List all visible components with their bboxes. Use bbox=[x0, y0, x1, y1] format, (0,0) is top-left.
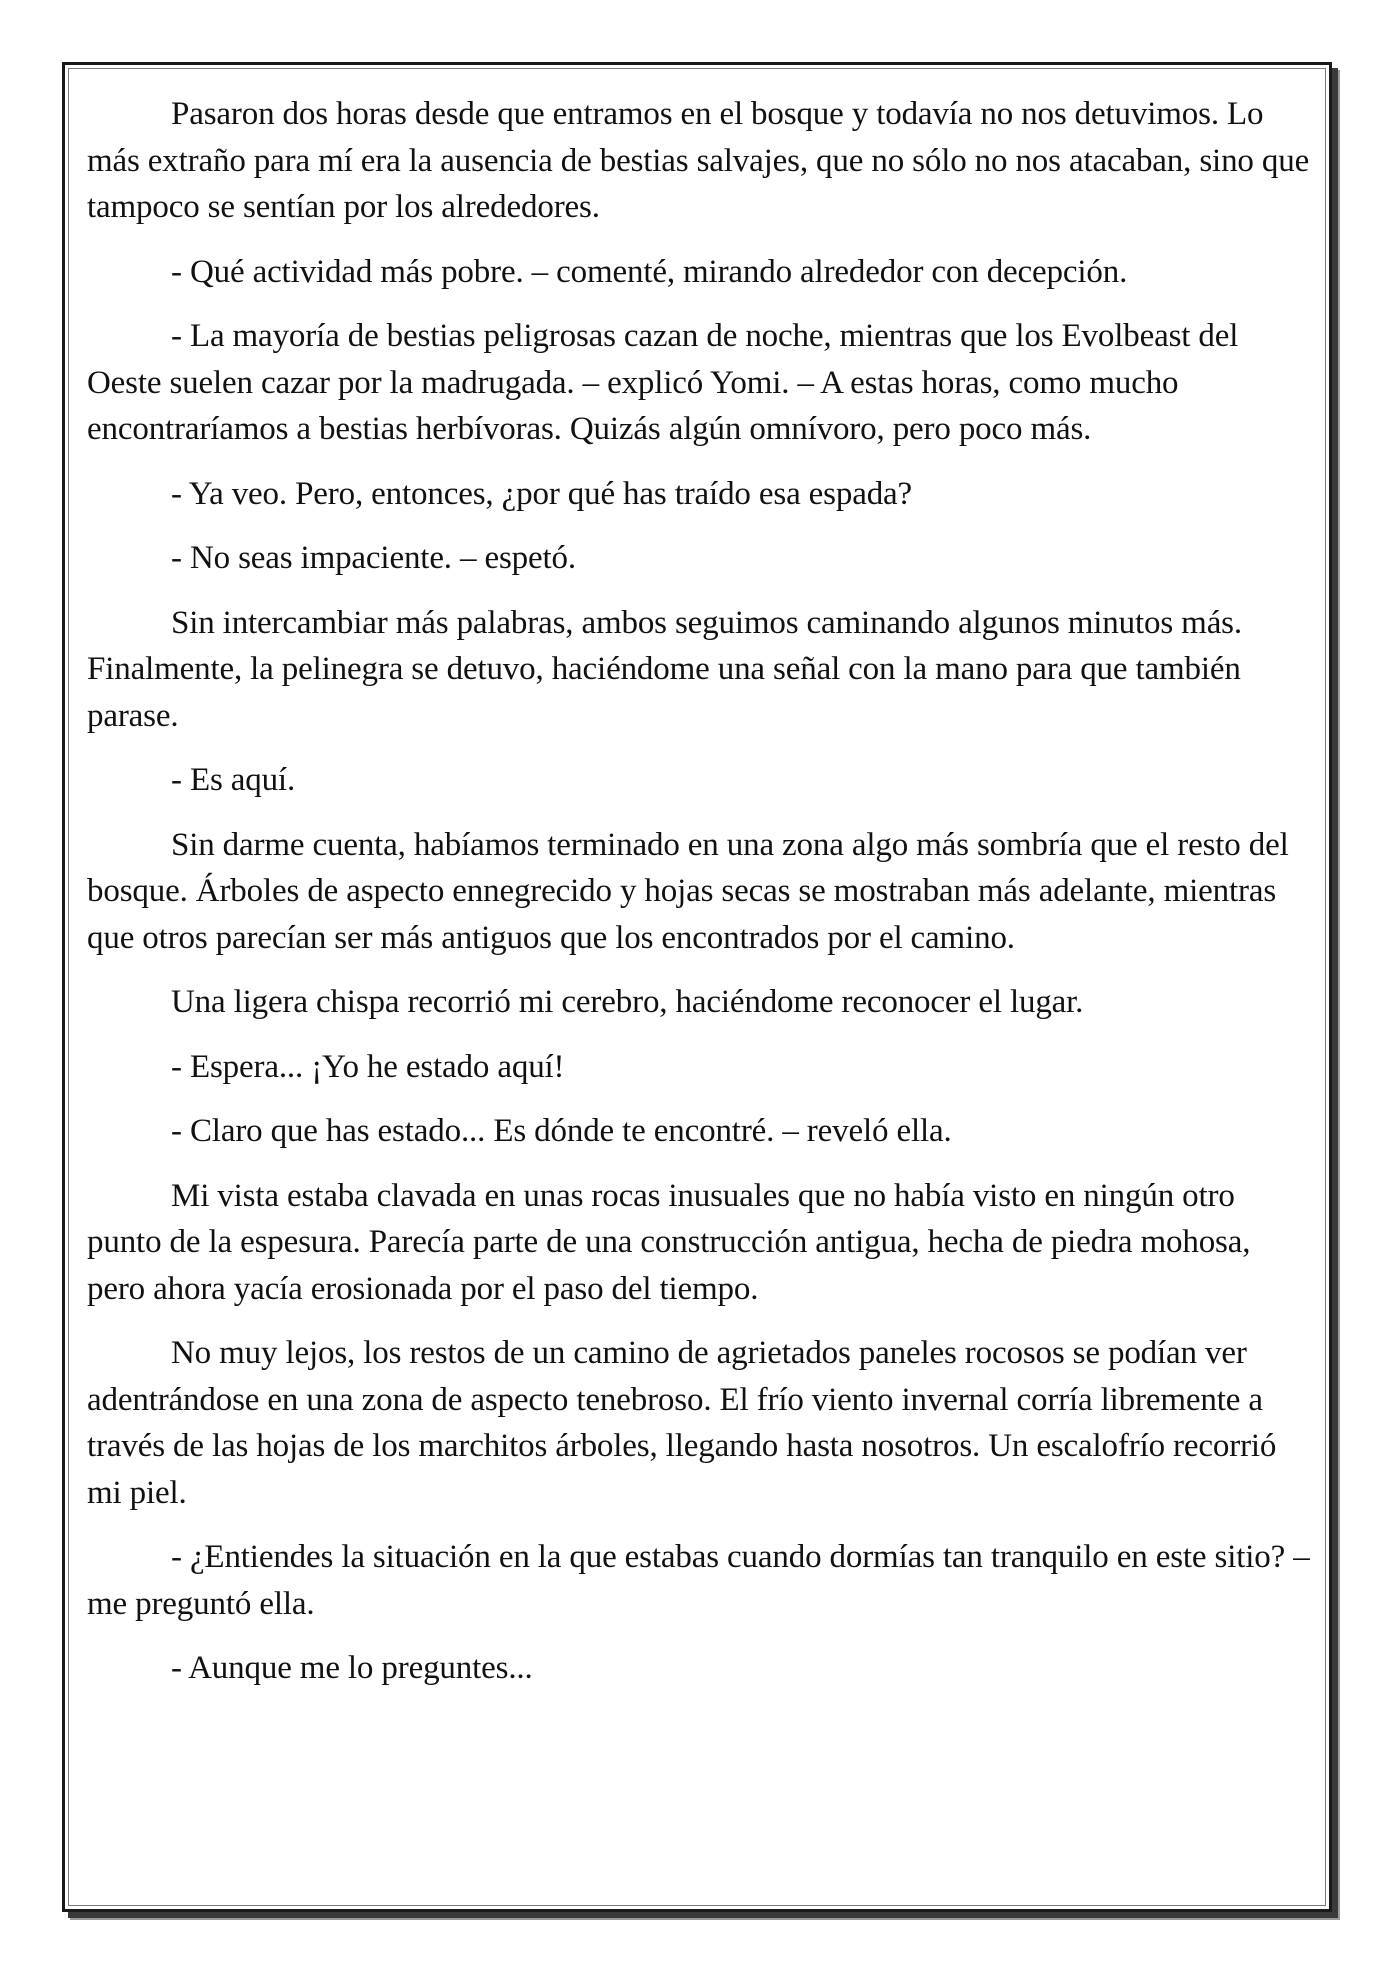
paragraph: Pasaron dos horas desde que entramos en el bosque y todavía no nos detuvimos. Lo más extraño para mí era la ausencia de bestias salvajes, que no sólo no nos atacaban, sino que tampoco se sentían por los alrededores. bbox=[87, 96, 1310, 225]
paragraph: No muy lejos, los restos de un camino de agrietados paneles rocosos se podían ver adentrándose en una zona de aspecto tenebroso. El frío viento invernal corría libremente a través de las hojas de los marchitos árboles, llegando hasta nosotros. Un escalofrío recorrió mi piel. bbox=[87, 1335, 1277, 1511]
paragraph: - Espera... ¡Yo he estado aquí! bbox=[171, 1048, 565, 1085]
paragraph: Sin darme cuenta, habíamos terminado en una zona algo más sombría que el resto del bosque. Árboles de aspecto ennegrecido y hojas secas se mostraban más adelante, mientras que otros parecían ser más antiguos que los encontrados por el camino. bbox=[87, 826, 1289, 956]
page-frame bbox=[62, 62, 1332, 1912]
paragraph: - La mayoría de bestias peligrosas cazan de noche, mientras que los Evolbeast del Oeste suelen cazar por la madrugada. – explicó Yomi. – A estas horas, como mucho encontraríamos a bestias herbívoras. Quizás algún omnívoro, pero poco más. bbox=[87, 318, 1239, 447]
paragraph: - Ya veo. Pero, entonces, ¿por qué has traído esa espada? bbox=[171, 475, 913, 512]
paragraph: Sin intercambiar más palabras, ambos seguimos caminando algunos minutos más. Finalmente, la pelinegra se detuvo, haciéndome una señal con la mano para que también parase. bbox=[87, 604, 1242, 734]
paragraph: Mi vista estaba clavada en unas rocas inusuales que no había visto en ningún otro punto de la espesura. Parecía parte de una construcción antigua, hecha de piedra mohosa, pero ahora yacía erosionada por el paso del tiempo. bbox=[87, 1177, 1251, 1307]
document-body bbox=[87, 91, 1312, 1710]
paragraph: - Claro que has estado... Es dónde te encontré. – reveló ella. bbox=[171, 1113, 952, 1149]
paragraph: - Aunque me lo preguntes... bbox=[171, 1650, 533, 1686]
paragraph: Una ligera chispa recorrió mi cerebro, haciéndome reconocer el lugar. bbox=[171, 984, 1084, 1020]
paragraph: - Es aquí. bbox=[171, 762, 296, 798]
paragraph: - Qué actividad más pobre. – comenté, mirando alrededor con decepción. bbox=[171, 253, 1128, 290]
paragraph: - ¿Entiendes la situación en la que estabas cuando dormías tan tranquilo en este sitio? – me preguntó ella. bbox=[87, 1539, 1310, 1622]
paragraph: - No seas impaciente. – espetó. bbox=[171, 540, 576, 576]
